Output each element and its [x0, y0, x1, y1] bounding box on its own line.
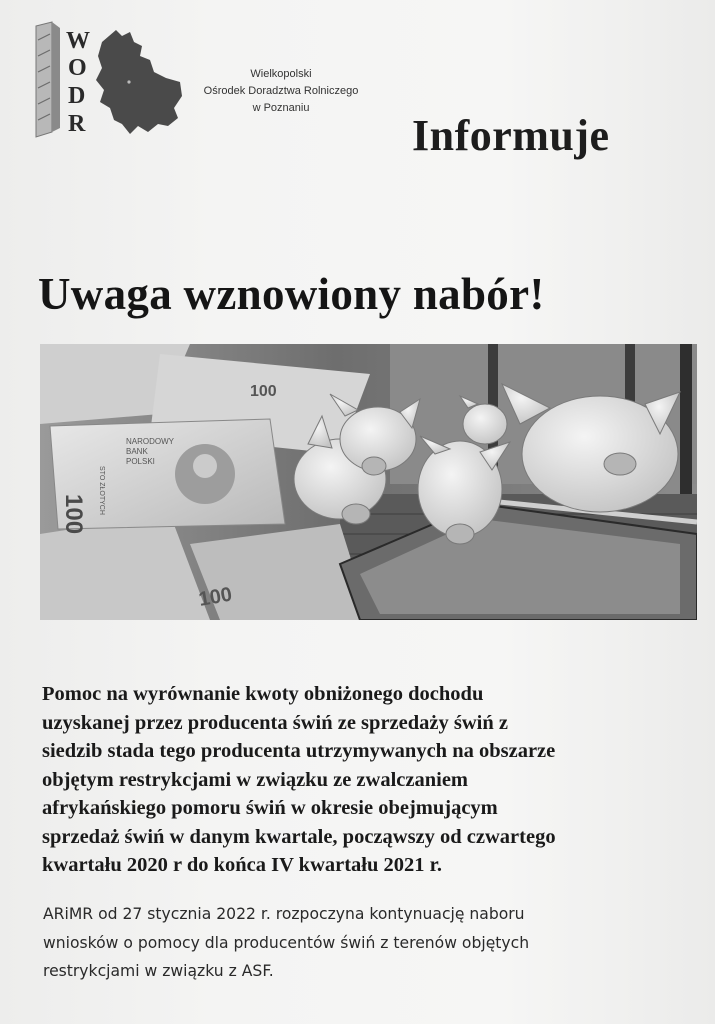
banknote-value: 100	[250, 383, 277, 400]
org-line: Wielkopolski	[250, 68, 312, 80]
text-line: objętym restrykcjami w związku ze zwalczaniem	[42, 768, 469, 791]
organization-name	[196, 66, 366, 117]
text-line: ARiMR od 27 stycznia 2022 r. rozpoczyna kontynuację naboru	[43, 905, 525, 923]
region-map-icon	[96, 30, 182, 134]
headline: Uwaga wznowiony nabór!	[38, 269, 545, 319]
text-line: sprzedaż świń w danym kwartale, począwszy od czwartego	[42, 825, 556, 848]
org-line: Ośrodek Doradztwa Rolniczego	[203, 85, 359, 97]
pigs-and-money-photo	[40, 344, 697, 620]
banknote-text: NARODOWY	[126, 437, 174, 446]
informs-heading: Informuje	[412, 111, 610, 160]
logo-letter-w: W	[66, 28, 90, 54]
text-line: wniosków o pomocy dla producentów świń z terenów objętych	[43, 933, 530, 952]
logo-letter-d: D	[68, 83, 86, 109]
text-line: afrykańskiego pomoru świń w okresie obejmującym	[42, 797, 498, 819]
banknote-text: BANK	[126, 447, 148, 456]
aid-description	[42, 680, 692, 880]
banknote-text: STO ZŁOTYCH	[98, 466, 105, 515]
text-line: Pomoc na wyrównanie kwoty obniżonego dochodu	[42, 683, 484, 705]
logo-letter-r: R	[68, 111, 86, 137]
banknote-value: 100	[197, 583, 234, 611]
org-line: w Poznaniu	[252, 102, 310, 114]
text-line: restrykcjami w związku z ASF.	[43, 962, 274, 980]
banknote-value: 100	[60, 494, 87, 535]
wodr-logo	[30, 20, 190, 145]
logo-letter-o: O	[68, 55, 87, 81]
text-line: siedzib stada tego producenta utrzymywanych na obszarze	[42, 740, 556, 762]
text-line: kwartału 2020 r do końca IV kwartału 2021 r.	[42, 854, 442, 876]
recruitment-note	[43, 900, 693, 986]
banknote-text: POLSKI	[126, 457, 155, 466]
text-line: uzyskanej przez producenta świń ze sprzedaży świń z	[42, 711, 508, 734]
